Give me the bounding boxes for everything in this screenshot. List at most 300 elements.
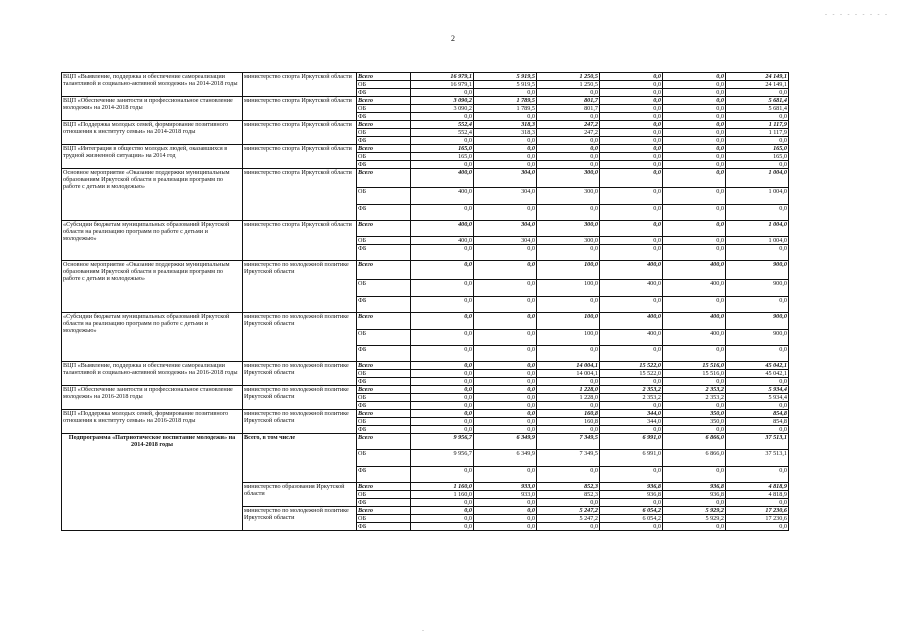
funding-type-cell: ОБ [357, 280, 411, 297]
value-cell: 17 230,6 [726, 515, 789, 523]
value-cell: 0,0 [537, 245, 600, 261]
value-cell: 0,0 [537, 153, 600, 161]
funding-type-cell: Всего [357, 145, 411, 153]
value-cell: 344,0 [600, 410, 663, 418]
funding-type-cell: ОБ [357, 450, 411, 467]
value-cell: 16 979,1 [411, 81, 474, 89]
measure-name-cell: «Субсидии бюджетам муниципальных образований Иркутской области на реализацию программ по работе с детьми и молодежью» [62, 313, 243, 362]
funding-type-cell: ФБ [357, 113, 411, 121]
value-cell: 1 004,0 [726, 188, 789, 205]
budget-table [61, 72, 789, 531]
value-cell: 0,0 [474, 467, 537, 483]
table-row [62, 434, 789, 450]
value-cell: 0,0 [411, 330, 474, 346]
value-cell: 7 349,5 [537, 434, 600, 450]
value-cell: 344,0 [600, 418, 663, 426]
value-cell: 304,0 [474, 221, 537, 237]
value-cell: 0,0 [537, 205, 600, 221]
value-cell: 6 866,0 [663, 434, 726, 450]
value-cell: 3 090,2 [411, 97, 474, 105]
measure-name-cell: ВЦП «Выявление, поддержка и обеспечение самореализации талантливой и социально-активной молодежи» на 2016-2018 годы [62, 362, 243, 386]
value-cell: 0,0 [474, 362, 537, 370]
value-cell: 0,0 [663, 221, 726, 237]
value-cell: 0,0 [411, 205, 474, 221]
value-cell: 14 004,1 [537, 362, 600, 370]
value-cell: 1 117,9 [726, 121, 789, 129]
value-cell: 0,0 [726, 378, 789, 386]
value-cell: 37 513,1 [726, 434, 789, 450]
value-cell: 0,0 [663, 346, 726, 362]
value-cell: 801,7 [537, 97, 600, 105]
value-cell: 1 228,0 [537, 394, 600, 402]
value-cell: 0,0 [663, 105, 726, 113]
value-cell: 0,0 [537, 113, 600, 121]
value-cell: 0,0 [600, 121, 663, 129]
value-cell: 5 919,5 [474, 81, 537, 89]
value-cell: 0,0 [474, 410, 537, 418]
value-cell: 936,8 [600, 483, 663, 491]
value-cell: 900,0 [726, 330, 789, 346]
value-cell: 0,0 [474, 370, 537, 378]
value-cell: 0,0 [474, 161, 537, 169]
value-cell: 0,0 [600, 499, 663, 507]
value-cell: 0,0 [663, 205, 726, 221]
value-cell: 0,0 [600, 378, 663, 386]
value-cell: 6 866,0 [663, 450, 726, 467]
measure-name-cell: ВЦП «Поддержка молодых семей, формирование позитивного отношения к институту семьи» на 2016-2018 годы [62, 410, 243, 434]
value-cell: 0,0 [411, 245, 474, 261]
value-cell: 0,0 [600, 129, 663, 137]
value-cell: 0,0 [537, 523, 600, 531]
value-cell: 9 956,7 [411, 450, 474, 467]
executor-cell: Всего, в том числе [243, 434, 357, 483]
measure-name-cell: ВЦП «Поддержка молодых семей, формирование позитивного отношения к институту семьи» на 2014-2018 годы [62, 121, 243, 145]
value-cell: 936,8 [663, 491, 726, 499]
funding-type-cell: ФБ [357, 205, 411, 221]
value-cell: 0,0 [726, 137, 789, 145]
value-cell: 0,0 [411, 410, 474, 418]
executor-cell: министерство по молодежной политике Иркутской области [243, 386, 357, 410]
value-cell: 9 956,7 [411, 434, 474, 450]
value-cell: 0,0 [600, 169, 663, 188]
value-cell: 0,0 [411, 89, 474, 97]
value-cell: 5 681,4 [726, 105, 789, 113]
value-cell: 0,0 [726, 467, 789, 483]
value-cell: 0,0 [726, 499, 789, 507]
value-cell: 0,0 [726, 402, 789, 410]
funding-type-cell: ФБ [357, 499, 411, 507]
value-cell: 15 522,0 [600, 362, 663, 370]
value-cell: 0,0 [411, 261, 474, 280]
funding-type-cell: Всего [357, 97, 411, 105]
value-cell: 304,0 [474, 237, 537, 245]
value-cell: 0,0 [474, 386, 537, 394]
executor-cell: министерство спорта Иркутской области [243, 97, 357, 121]
value-cell: 0,0 [474, 205, 537, 221]
table-row [62, 221, 789, 237]
value-cell: 0,0 [663, 169, 726, 188]
funding-type-cell: Всего [357, 386, 411, 394]
value-cell: 5 929,2 [663, 515, 726, 523]
value-cell: 0,0 [600, 188, 663, 205]
value-cell: 0,0 [600, 81, 663, 89]
value-cell: 0,0 [474, 394, 537, 402]
value-cell: 0,0 [726, 89, 789, 97]
value-cell: 0,0 [600, 346, 663, 362]
value-cell: 0,0 [600, 137, 663, 145]
value-cell: 1 789,5 [474, 97, 537, 105]
value-cell: 5 247,2 [537, 515, 600, 523]
table-row [62, 313, 789, 330]
value-cell: 0,0 [411, 370, 474, 378]
value-cell: 1 004,0 [726, 221, 789, 237]
value-cell: 0,0 [663, 237, 726, 245]
value-cell: 0,0 [411, 386, 474, 394]
value-cell: 0,0 [663, 89, 726, 97]
funding-type-cell: ОБ [357, 237, 411, 245]
value-cell: 0,0 [474, 515, 537, 523]
corner-marks: - - - - - - - - - [825, 12, 889, 18]
value-cell: 0,0 [537, 499, 600, 507]
value-cell: 5 681,4 [726, 97, 789, 105]
value-cell: 304,0 [474, 188, 537, 205]
table-row [62, 73, 789, 81]
value-cell: 2 353,2 [663, 394, 726, 402]
funding-type-cell: ОБ [357, 418, 411, 426]
value-cell: 300,0 [537, 221, 600, 237]
value-cell: 936,8 [663, 483, 726, 491]
value-cell: 0,0 [474, 330, 537, 346]
value-cell: 0,0 [600, 245, 663, 261]
value-cell: 0,0 [663, 129, 726, 137]
table-row [62, 121, 789, 129]
value-cell: 0,0 [411, 426, 474, 434]
value-cell: 0,0 [600, 467, 663, 483]
value-cell: 45 042,1 [726, 370, 789, 378]
value-cell: 165,0 [411, 153, 474, 161]
value-cell: 0,0 [600, 523, 663, 531]
value-cell: 5 919,5 [474, 73, 537, 81]
funding-type-cell: ФБ [357, 402, 411, 410]
value-cell: 0,0 [474, 402, 537, 410]
value-cell: 933,0 [474, 491, 537, 499]
value-cell: 900,0 [726, 313, 789, 330]
value-cell: 0,0 [726, 523, 789, 531]
value-cell: 0,0 [411, 418, 474, 426]
value-cell: 5 934,4 [726, 394, 789, 402]
value-cell: 400,0 [600, 330, 663, 346]
table-row [62, 261, 789, 280]
table-row [62, 386, 789, 394]
value-cell: 2 353,2 [600, 386, 663, 394]
table-row [62, 410, 789, 418]
value-cell: 400,0 [411, 221, 474, 237]
measure-name-cell: ВЦП «Выявление, поддержка и обеспечение самореализации талантливой и социально-активной молодежи» на 2014-2018 годы [62, 73, 243, 97]
value-cell: 0,0 [726, 161, 789, 169]
value-cell: 0,0 [474, 507, 537, 515]
value-cell: 0,0 [600, 105, 663, 113]
value-cell: 0,0 [474, 523, 537, 531]
value-cell: 0,0 [411, 346, 474, 362]
value-cell: 6 054,2 [600, 507, 663, 515]
table-row [62, 97, 789, 105]
value-cell: 0,0 [537, 426, 600, 434]
value-cell: 6 991,0 [600, 434, 663, 450]
value-cell: 0,0 [600, 73, 663, 81]
value-cell: 0,0 [663, 145, 726, 153]
value-cell: 0,0 [411, 507, 474, 515]
value-cell: 0,0 [600, 205, 663, 221]
value-cell: 0,0 [726, 297, 789, 313]
value-cell: 0,0 [663, 402, 726, 410]
value-cell: 160,8 [537, 410, 600, 418]
value-cell: 0,0 [474, 113, 537, 121]
funding-type-cell: ОБ [357, 188, 411, 205]
value-cell: 14 004,1 [537, 370, 600, 378]
funding-type-cell: ФБ [357, 137, 411, 145]
value-cell: 0,0 [411, 113, 474, 121]
funding-type-cell: ФБ [357, 346, 411, 362]
value-cell: 165,0 [726, 145, 789, 153]
value-cell: 318,3 [474, 121, 537, 129]
value-cell: 0,0 [411, 394, 474, 402]
funding-type-cell: ОБ [357, 515, 411, 523]
funding-type-cell: ФБ [357, 161, 411, 169]
value-cell: 1 228,0 [537, 386, 600, 394]
value-cell: 400,0 [600, 261, 663, 280]
executor-cell: министерство спорта Иркутской области [243, 169, 357, 221]
value-cell: 6 349,9 [474, 434, 537, 450]
bottom-mark: - [422, 628, 424, 634]
value-cell: 0,0 [600, 297, 663, 313]
funding-type-cell: ОБ [357, 491, 411, 499]
value-cell: 6 349,9 [474, 450, 537, 467]
value-cell: 100,0 [537, 330, 600, 346]
value-cell: 0,0 [537, 297, 600, 313]
executor-cell: министерство по молодежной политике Иркутской области [243, 313, 357, 362]
value-cell: 1 789,5 [474, 105, 537, 113]
value-cell: 0,0 [537, 346, 600, 362]
value-cell: 1 004,0 [726, 169, 789, 188]
funding-type-cell: ФБ [357, 426, 411, 434]
funding-type-cell: ОБ [357, 153, 411, 161]
value-cell: 900,0 [726, 280, 789, 297]
value-cell: 0,0 [411, 402, 474, 410]
value-cell: 0,0 [537, 161, 600, 169]
value-cell: 3 090,2 [411, 105, 474, 113]
funding-type-cell: Всего [357, 483, 411, 491]
executor-cell: министерство спорта Иркутской области [243, 145, 357, 169]
value-cell: 0,0 [411, 499, 474, 507]
executor-cell: министерство по молодежной политике Иркутской области [243, 410, 357, 434]
value-cell: 0,0 [663, 467, 726, 483]
value-cell: 100,0 [537, 313, 600, 330]
funding-type-cell: ОБ [357, 330, 411, 346]
value-cell: 552,4 [411, 129, 474, 137]
value-cell: 0,0 [663, 188, 726, 205]
value-cell: 0,0 [474, 153, 537, 161]
value-cell: 300,0 [537, 188, 600, 205]
funding-type-cell: Всего [357, 121, 411, 129]
table-row [62, 169, 789, 188]
value-cell: 350,0 [663, 418, 726, 426]
value-cell: 247,2 [537, 121, 600, 129]
measure-name-cell: ВЦП «Обеспечение занятости и профессиональное становление молодежи» на 2016-2018 годы [62, 386, 243, 410]
value-cell: 0,0 [600, 161, 663, 169]
value-cell: 0,0 [663, 81, 726, 89]
value-cell: 0,0 [474, 280, 537, 297]
value-cell: 4 818,9 [726, 483, 789, 491]
value-cell: 400,0 [663, 330, 726, 346]
value-cell: 852,3 [537, 483, 600, 491]
funding-type-cell: Всего [357, 434, 411, 450]
value-cell: 300,0 [537, 237, 600, 245]
value-cell: 45 042,1 [726, 362, 789, 370]
value-cell: 6 054,2 [600, 515, 663, 523]
value-cell: 16 979,1 [411, 73, 474, 81]
value-cell: 0,0 [411, 297, 474, 313]
executor-cell: министерство спорта Иркутской области [243, 221, 357, 261]
value-cell: 0,0 [663, 378, 726, 386]
value-cell: 160,8 [537, 418, 600, 426]
value-cell: 37 513,1 [726, 450, 789, 467]
value-cell: 0,0 [474, 378, 537, 386]
funding-type-cell: Всего [357, 221, 411, 237]
value-cell: 0,0 [474, 261, 537, 280]
value-cell: 0,0 [663, 121, 726, 129]
funding-type-cell: ОБ [357, 394, 411, 402]
funding-type-cell: Всего [357, 169, 411, 188]
value-cell: 15 516,0 [663, 370, 726, 378]
value-cell: 400,0 [600, 313, 663, 330]
subprogram-name-cell: Подпрограмма «Патриотическое воспитание молодежи» на 2014-2018 годы [62, 434, 243, 531]
value-cell: 0,0 [663, 137, 726, 145]
executor-cell: министерство по молодежной политике Иркутской области [243, 362, 357, 386]
value-cell: 0,0 [411, 313, 474, 330]
value-cell: 0,0 [600, 145, 663, 153]
funding-type-cell: ФБ [357, 378, 411, 386]
value-cell: 7 349,5 [537, 450, 600, 467]
value-cell: 0,0 [726, 205, 789, 221]
value-cell: 100,0 [537, 280, 600, 297]
value-cell: 400,0 [663, 261, 726, 280]
value-cell: 0,0 [663, 499, 726, 507]
table-row [62, 145, 789, 153]
value-cell: 0,0 [411, 515, 474, 523]
value-cell: 0,0 [537, 145, 600, 153]
funding-type-cell: ОБ [357, 81, 411, 89]
funding-type-cell: Всего [357, 261, 411, 280]
measure-name-cell: Основное мероприятие «Оказание поддержки муниципальным образованиям Иркутской области в реализации программ по работе с детьми и молодежью» [62, 261, 243, 313]
value-cell: 0,0 [663, 297, 726, 313]
executor-cell: министерство по молодежной политике Иркутской области [243, 261, 357, 313]
value-cell: 400,0 [663, 313, 726, 330]
value-cell: 17 230,6 [726, 507, 789, 515]
value-cell: 24 149,1 [726, 73, 789, 81]
value-cell: 0,0 [663, 426, 726, 434]
measure-name-cell: ВЦП «Интеграция в общество молодых людей, оказавшихся в трудной жизненной ситуации» на 2014 год [62, 145, 243, 169]
value-cell: 0,0 [537, 467, 600, 483]
value-cell: 0,0 [600, 237, 663, 245]
value-cell: 0,0 [537, 137, 600, 145]
value-cell: 0,0 [474, 145, 537, 153]
value-cell: 0,0 [411, 280, 474, 297]
value-cell: 0,0 [537, 378, 600, 386]
value-cell: 0,0 [474, 346, 537, 362]
funding-type-cell: Всего [357, 362, 411, 370]
value-cell: 0,0 [663, 161, 726, 169]
value-cell: 0,0 [726, 346, 789, 362]
funding-type-cell: ФБ [357, 89, 411, 97]
value-cell: 801,7 [537, 105, 600, 113]
measure-name-cell: ВЦП «Обеспечение занятости и профессиональное становление молодежи» на 2014-2018 годы [62, 97, 243, 121]
funding-type-cell: Всего [357, 73, 411, 81]
value-cell: 0,0 [474, 297, 537, 313]
value-cell: 552,4 [411, 121, 474, 129]
value-cell: 318,3 [474, 129, 537, 137]
value-cell: 0,0 [411, 523, 474, 531]
value-cell: 1 004,0 [726, 237, 789, 245]
value-cell: 0,0 [600, 113, 663, 121]
value-cell: 0,0 [600, 97, 663, 105]
value-cell: 1 250,5 [537, 81, 600, 89]
value-cell: 0,0 [537, 89, 600, 97]
page-number: 2 [451, 34, 455, 43]
value-cell: 0,0 [726, 245, 789, 261]
value-cell: 0,0 [411, 161, 474, 169]
value-cell: 5 929,2 [663, 507, 726, 515]
value-cell: 165,0 [726, 153, 789, 161]
funding-type-cell: ФБ [357, 467, 411, 483]
funding-type-cell: ФБ [357, 523, 411, 531]
funding-type-cell: ОБ [357, 370, 411, 378]
funding-type-cell: ФБ [357, 245, 411, 261]
value-cell: 5 934,4 [726, 386, 789, 394]
value-cell: 0,0 [474, 245, 537, 261]
funding-type-cell: Всего [357, 507, 411, 515]
value-cell: 0,0 [663, 153, 726, 161]
value-cell: 24 149,1 [726, 81, 789, 89]
funding-type-cell: ОБ [357, 105, 411, 113]
value-cell: 0,0 [600, 89, 663, 97]
value-cell: 5 247,2 [537, 507, 600, 515]
value-cell: 1 160,0 [411, 491, 474, 499]
value-cell: 1 117,9 [726, 129, 789, 137]
value-cell: 304,0 [474, 169, 537, 188]
value-cell: 0,0 [474, 137, 537, 145]
executor-cell: министерство спорта Иркутской области [243, 73, 357, 97]
value-cell: 6 991,0 [600, 450, 663, 467]
funding-type-cell: ОБ [357, 129, 411, 137]
value-cell: 0,0 [726, 113, 789, 121]
table-row [62, 362, 789, 370]
executor-cell: министерство спорта Иркутской области [243, 121, 357, 145]
value-cell: 0,0 [663, 73, 726, 81]
executor-cell: министерство по молодежной политике Иркутской области [243, 507, 357, 531]
value-cell: 0,0 [411, 137, 474, 145]
value-cell: 1 160,0 [411, 483, 474, 491]
value-cell: 0,0 [600, 153, 663, 161]
value-cell: 0,0 [411, 378, 474, 386]
value-cell: 4 818,9 [726, 491, 789, 499]
value-cell: 854,8 [726, 418, 789, 426]
value-cell: 2 353,2 [663, 386, 726, 394]
value-cell: 0,0 [726, 426, 789, 434]
value-cell: 933,0 [474, 483, 537, 491]
value-cell: 0,0 [474, 499, 537, 507]
value-cell: 936,8 [600, 491, 663, 499]
value-cell: 165,0 [411, 145, 474, 153]
